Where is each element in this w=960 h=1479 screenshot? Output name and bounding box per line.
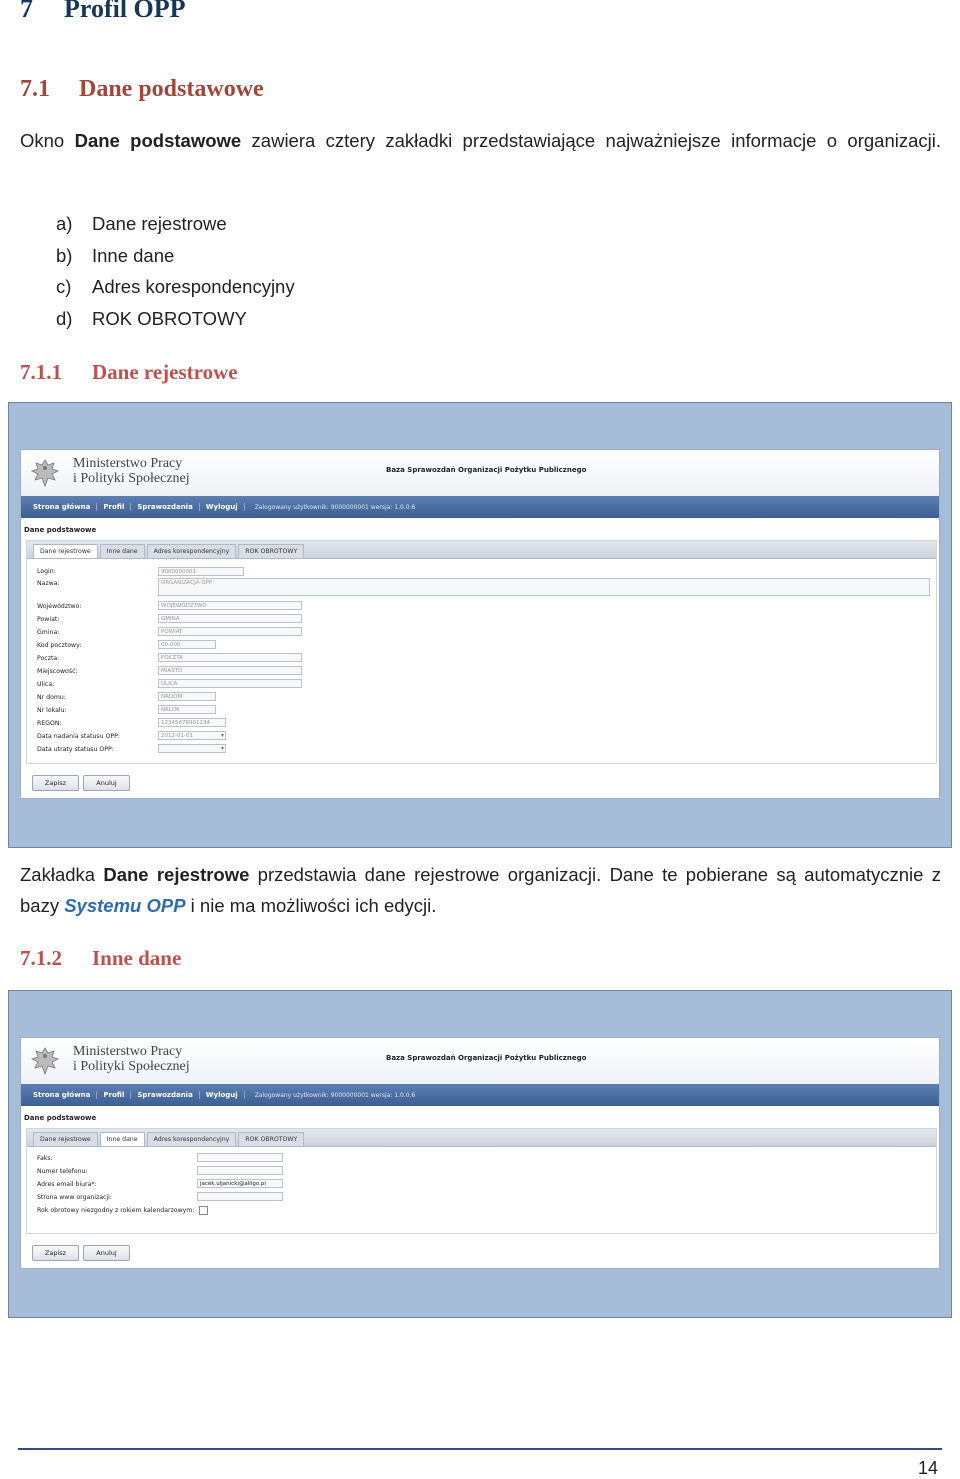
app-header [21,450,939,496]
cancel-button[interactable]: Anuluj [83,1245,130,1261]
nav-strona-glowna[interactable]: Strona główna [27,503,97,511]
intro-bold: Dane podstawowe [74,130,242,151]
section-title: Dane podstawowe [79,76,264,102]
registration-paragraph [20,859,941,921]
para-post: i nie ma możliwości ich edycji. [185,895,437,916]
list-marker: c) [56,276,72,297]
tab-dane-rejestrowe[interactable]: Dane rejestrowe [33,544,98,558]
tab-strip [27,541,936,559]
field-label: Rok obrotowy niezgodny z rokiem kalendarzowym: [37,1207,195,1214]
intro-pre: Okno [20,130,75,151]
field-label: Data nadania statusu OPP: [37,733,120,740]
list-marker: b) [56,244,73,266]
list-text: Inne dane [92,244,175,266]
list-item [56,208,295,240]
para-bold: Dane rejestrowe [103,864,250,885]
subsection-title: Dane rejestrowe [92,360,238,384]
fax-field[interactable] [197,1153,283,1162]
street-field[interactable]: ULICA [158,679,302,688]
tab-rok-obrotowy[interactable]: ROK OBROTOWY [238,1132,304,1146]
nav-profil[interactable]: Profil [97,503,131,511]
save-button[interactable]: Zapisz [32,1245,79,1261]
field-label: Strona www organizacji: [37,1194,112,1201]
intro-post: zawiera cztery zakładki przedstawiające najważniejsze informacje o organizacji. [241,130,941,151]
list-item [56,271,295,303]
nav-wyloguj[interactable]: Wyloguj [200,1091,245,1099]
list-marker: a) [56,213,73,234]
tab-inne-dane[interactable]: Inne dane [100,1132,145,1146]
ministry-line1: Ministerstwo Pracy [73,1044,183,1059]
list-item [56,240,295,272]
ministry-name [73,1044,190,1074]
app-window [20,1037,940,1269]
postal-code-field[interactable]: 00-000 [158,640,216,649]
nav-sprawozdania[interactable]: Sprawozdania [131,503,199,511]
app-title: Baza Sprawozdań Organizacji Pożytku Publicznego [386,1054,587,1062]
field-label: Numer telefonu: [37,1168,88,1175]
email-field[interactable]: jacek.uljanicki@alligo.pl [197,1179,283,1188]
app-header [21,1038,939,1084]
other-data-form [27,1147,936,1233]
panel-title: Dane podstawowe [24,526,97,534]
nav-profil[interactable]: Profil [97,1091,131,1099]
chapter-title: Profil OPP [64,0,186,23]
chapter-heading [20,0,186,24]
field-label: Data utraty statusu OPP: [37,746,114,753]
form-buttons [32,775,130,791]
cancel-button[interactable]: Anuluj [83,775,130,791]
regon-field[interactable]: 12345678901234 [158,718,226,727]
field-label: Nr lokalu: [37,707,67,714]
list-text: ROK OBROTOWY [92,307,247,329]
tab-strip [27,1129,936,1147]
user-info: Zalogowany użytkownik: 9000000001 wersja: 1.0.0.6 [254,503,416,511]
subsection-heading-711 [20,360,238,385]
app-title: Baza Sprawozdań Organizacji Pożytku Publicznego [386,466,587,474]
chapter-number: 7 [20,0,33,23]
name-field[interactable]: ORGANIZACJA OPP [158,578,930,596]
registration-form [27,559,936,763]
field-label: Nazwa: [37,580,60,587]
screenshot-dane-rejestrowe [8,402,952,848]
field-label: Nr domu: [37,694,66,701]
ministry-line2: i Polityki Społecznej [73,1059,190,1074]
section-heading [20,76,264,103]
login-field[interactable]: 9000000001 [158,567,244,576]
screenshot-inne-dane [8,990,952,1318]
tab-dane-rejestrowe[interactable]: Dane rejestrowe [33,1132,98,1146]
field-label: Kod pocztowy: [37,642,82,649]
intro-paragraph [20,125,941,156]
nav-bar [21,1084,939,1106]
user-info: Zalogowany użytkownik: 9000000001 wersja: 1.0.0.6 [254,1091,416,1099]
ministry-line1: Ministerstwo Pracy [73,456,183,471]
field-label: Ulica: [37,681,55,688]
list-item [56,303,295,335]
field-label: Miejscowość: [37,668,78,675]
para-mid: przedstawia dane rejestrowe organizacji. Dane te pobierane są automatycznie z bazy [20,864,941,916]
subsection-number: 7.1.1 [20,360,62,384]
house-number-field[interactable]: NRDOM [158,692,216,701]
nav-wyloguj[interactable]: Wyloguj [200,503,245,511]
nav-sprawozdania[interactable]: Sprawozdania [131,1091,199,1099]
opp-grant-date-field[interactable]: 2012-01-01 ▾ [158,731,226,740]
ministry-line2: i Polityki Społecznej [73,471,190,486]
app-window [20,449,940,799]
save-button[interactable]: Zapisz [32,775,79,791]
commune-field[interactable]: POWIAT [158,627,302,636]
field-label: REGON: [37,720,62,727]
page-number: 14 [918,1458,939,1478]
ministry-name [73,456,190,486]
field-label: Adres email biura*: [37,1181,97,1188]
field-label: Login: [37,568,56,575]
county-field[interactable]: GMINA [158,614,302,623]
tab-adres-korespondencyjny[interactable]: Adres korespondencyjny [147,1132,237,1146]
nav-strona-glowna[interactable]: Strona główna [27,1091,97,1099]
subsection-number: 7.1.2 [20,946,62,970]
eagle-emblem-icon [27,456,63,492]
footer-rule [18,1448,942,1450]
field-label: Gmina: [37,629,60,636]
apartment-number-field[interactable]: NRLOK [158,705,216,714]
form-panel [26,1128,937,1234]
fiscal-year-checkbox[interactable] [199,1206,208,1215]
field-label: Powiat: [37,616,60,623]
field-label: Faks: [37,1155,53,1162]
tab-inne-dane[interactable]: Inne dane [100,544,145,558]
tabs-list [56,208,295,334]
city-field[interactable]: MIASTO [158,666,302,675]
tab-adres-korespondencyjny[interactable]: Adres korespondencyjny [147,544,237,558]
post-office-field[interactable]: POCZTA [158,653,302,662]
field-label: Poczta: [37,655,60,662]
section-number: 7.1 [20,76,50,102]
phone-field[interactable] [197,1166,283,1175]
tab-rok-obrotowy[interactable]: ROK OBROTOWY [238,544,304,558]
list-marker: d) [56,307,73,329]
field-label: Województwo: [37,603,82,610]
nav-bar [21,496,939,518]
subsection-title: Inne dane [92,946,182,970]
subsection-heading-712 [20,946,181,971]
form-panel [26,540,937,764]
list-text: Dane rejestrowe [92,213,227,234]
system-opp-link: Systemu OPP [64,895,186,916]
para-pre: Zakładka [20,864,104,885]
list-text: Adres korespondencyjny [92,276,295,297]
eagle-emblem-icon [27,1044,63,1080]
panel-title: Dane podstawowe [24,1114,97,1122]
website-field[interactable] [197,1192,283,1201]
voivodeship-field[interactable]: WOJEWÓDZTWO [158,601,302,610]
form-buttons [32,1245,130,1261]
opp-loss-date-field[interactable] [158,744,226,753]
